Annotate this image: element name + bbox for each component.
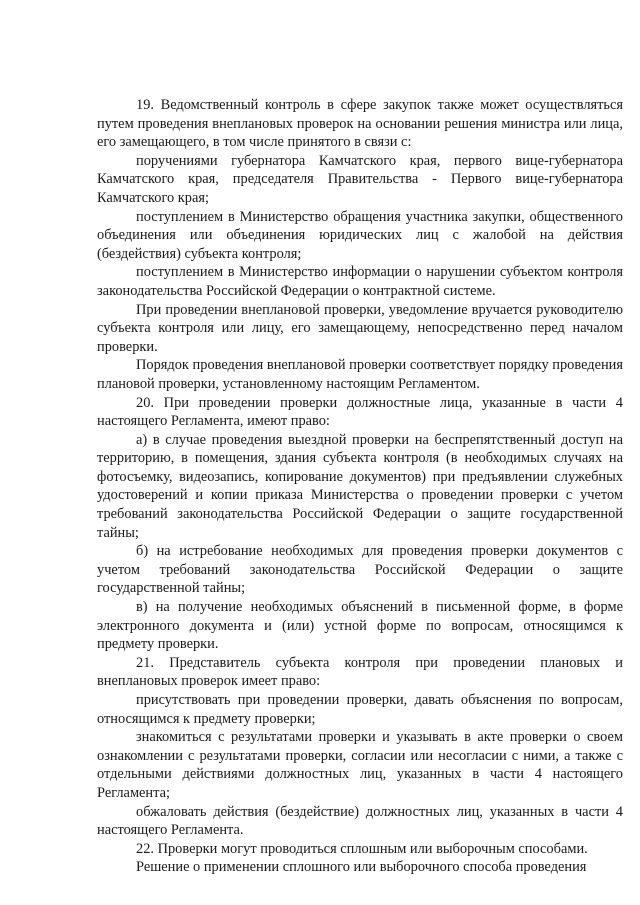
- paragraph-complaint-receipt: поступлением в Министерство обращения участника закупки, общественного объединения или объединения юридических лиц с жалобой на действия (бездействия) субъекта контроля;: [97, 208, 623, 262]
- paragraph-21-attend: присутствовать при проведении проверки, давать объяснения по вопросам, относящимся к предмету проверки;: [97, 692, 623, 727]
- paragraph-20-v: в) на получение необходимых объяснений в письменной форме, в форме электронного документа и (или) устной форме по вопросам, относящимся к предмету проверки.: [97, 599, 623, 653]
- paragraph-19-intro: 19. Ведомственный контроль в сфере закупок также может осуществляться путем проведения внеплановых проверок на основании решения министра или лица, его замещающего, в том числе принятого в связи с:: [97, 97, 623, 151]
- paragraph-21-appeal: обжаловать действия (бездействие) должностных лиц, указанных в части 4 настоящего Регламента.: [97, 803, 623, 839]
- document-page: [97, 96, 623, 877]
- paragraph-20-rights: 20. При проведении проверки должностные лица, указанные в части 4 настоящего Регламента, имеют право:: [97, 394, 623, 430]
- paragraph-procedure: Порядок проведения внеплановой проверки соответствует порядку проведения плановой проверки, установленному настоящим Регламентом.: [97, 357, 623, 392]
- paragraph-21-representative: 21. Представитель субъекта контроля при проведении плановых и внеплановых проверок имеет право:: [97, 654, 623, 690]
- paragraph-governor-orders: поручениями губернатора Камчатского края, первого вице-губернатора Камчатского края, председателя Правительства - Первого вице-губернатора Камчатского края;: [97, 152, 623, 206]
- paragraph-21-review: знакомиться с результатами проверки и указывать в акте проверки о своем ознакомлении с результатами проверки, согласии или несогласии с ними, а также с отдельными действиями должностных лиц, указанных в части 4 настоящего Регламента;: [97, 729, 623, 801]
- paragraph-20-a: а) в случае проведения выездной проверки на беспрепятственный доступ на территорию, в помещения, здания субъекта контроля (в необходимых случаях на фотосъемку, видеозапись, копирование документов) при предъявлении служебных удостоверений и копии приказа Министерства о проведении проверки с учетом требований законодательства Российской Федерации о защите государственной тайны;: [97, 431, 623, 541]
- paragraph-notification: При проведении внеплановой проверки, уведомление вручается руководителю субъекта контроля или лицу, его замещающему, непосредственно перед началом проверки.: [97, 301, 623, 355]
- paragraph-22-methods: 22. Проверки могут проводиться сплошным или выборочным способами.: [136, 840, 588, 857]
- paragraph-violation-info: поступлением в Министерство информации о нарушении субъектом контроля законодательства Российской Федерации о контрактной системе.: [97, 264, 623, 299]
- paragraph-20-b: б) на истребование необходимых для проведения проверки документов с учетом требований законодательства Российской Федерации о защите государственной тайны;: [97, 543, 623, 597]
- paragraph-22-decision: Решение о применении сплошного или выборочного способа проведения: [136, 859, 587, 876]
